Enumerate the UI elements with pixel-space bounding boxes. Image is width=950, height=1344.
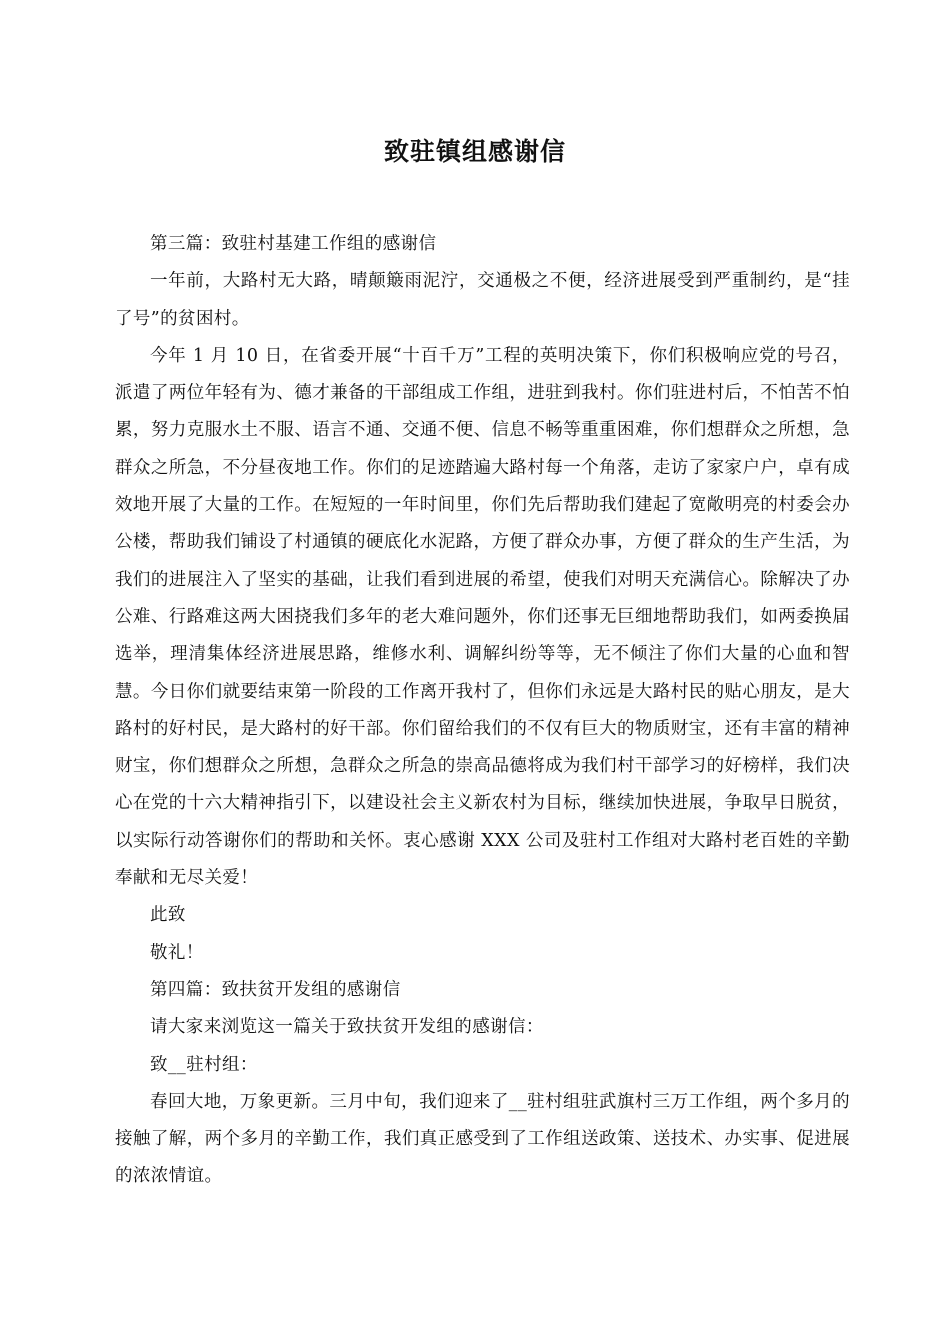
section-heading-part-three: 第三篇：致驻村基建工作组的感谢信 <box>150 234 437 254</box>
paragraph-main: 今年 1 月 10 日，在省委开展“十百千万”工程的英明决策下，你们积极响应党的号召，派遣了两位年轻有为、德才兼备的干部组成工作组，进驻到我村。你们驻进村后，不怕苦不怕累，努力克服水土不服、语言不通、交通不便、信息不畅等重重困难，你们想群众之所想，急群众之所急，不分昼夜地工作。你们的足迹踏遍大路村每一个角落，走访了家家户户，卓有成效地开展了大量的工作。在短短的一年时间里，你们先后帮助我们建起了宽敞明亮的村委会办公楼，帮助我们铺设了村通镇的硬底化水泥路，方便了群众办事，方便了群众的生产生活，为我们的进展注入了坚实的基础，让我们看到进展的希望，使我们对明天充满信心。除解决了办公难、行路难这两大困挠我们多年的老大难问题外，你们还事无巨细地帮助我们，如两委换届选举，理清集体经济进展思路，维修水利、调解纠纷等等，无不倾注了你们大量的心血和智慧。今日你们就要结束第一阶段的工作离开我村了，但你们永远是大路村民的贴心朋友，是大路村的好村民，是大路村的好干部。你们留给我们的不仅有巨大的物质财宝，还有丰富的精神财宝，你们想群众之所想，急群众之所急的崇高品德将成为我们村干部学习的好榜样，我们决心在党的十六大精神指引下，以建设社会主义新农村为目标，继续加快进展，争取早日脱贫，以实际行动答谢你们的帮助和关怀。衷心感谢 XXX 公司及驻村工作组对大路村老百姓的辛勤奉献和无尽关爱！ <box>115 345 850 889</box>
paragraph-browse-note: 请大家来浏览这一篇关于致扶贫开发组的感谢信： <box>150 1017 544 1038</box>
document-title: 致驻镇组感谢信 <box>383 137 566 166</box>
closing-salutation: 此致 <box>150 905 186 926</box>
letter-greeting: 致__驻村组： <box>150 1054 258 1075</box>
paragraph-spring: 春回大地，万象更新。三月中旬，我们迎来了__驻村组驻武旗村三万工作组，两个多月的接触了解，两个多月的辛勤工作，我们真正感受到了工作组送政策、送技术、办实事、促进展的浓浓情谊。 <box>115 1091 850 1187</box>
document-body <box>115 226 850 1196</box>
section-heading-part-four: 第四篇：致扶贫开发组的感谢信 <box>150 979 401 1000</box>
closing-regards: 敬礼！ <box>150 942 204 963</box>
paragraph-intro: 一年前，大路村无大路，晴颠簸雨泥泞，交通极之不便，经济进展受到严重制约，是“挂了号”的贫困村。 <box>115 271 850 329</box>
